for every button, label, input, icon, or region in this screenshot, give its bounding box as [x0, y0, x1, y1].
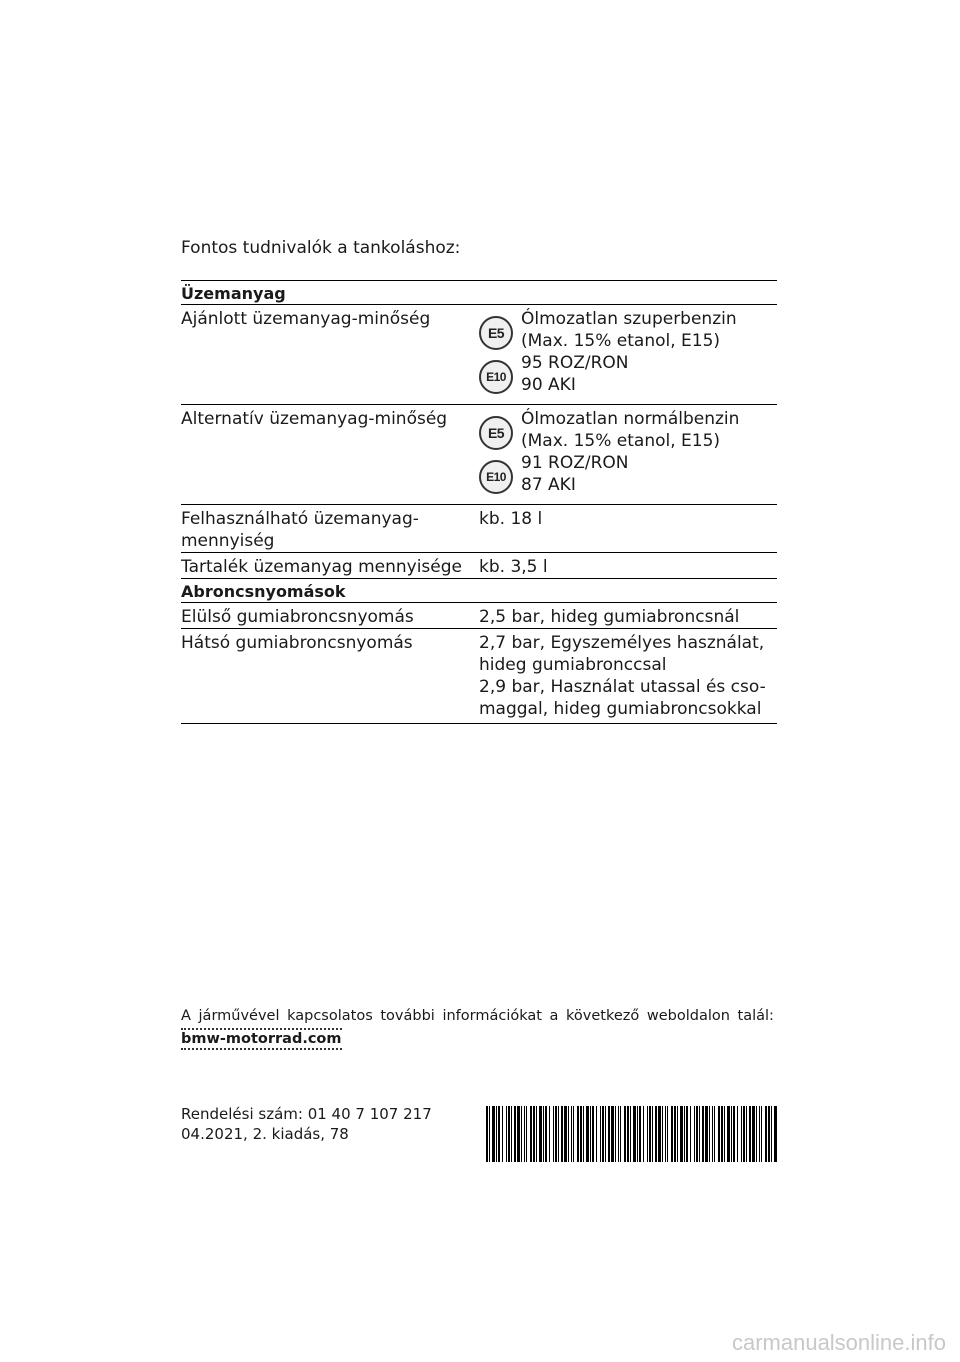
- reserve-fuel-row: [181, 552, 777, 578]
- website-link[interactable]: bmw-motorrad.com: [181, 1028, 342, 1050]
- rear-tyre-row: [181, 628, 777, 720]
- alternative-fuel-line: 91 ROZ/RON: [521, 453, 629, 473]
- rear-tyre-line: 2,7 bar, Egyszemélyes használat,: [479, 633, 765, 653]
- recommended-fuel-row: [181, 304, 777, 404]
- fuel-section-heading: Üzemanyag: [181, 280, 777, 304]
- alternative-fuel-line: Ólmozatlan normálbenzin: [521, 409, 740, 429]
- footer-note: A járművével kapcsolatos további információkat a következő weboldalon talál:: [181, 1008, 774, 1024]
- recommended-fuel-line: Ólmozatlan szuperbenzin: [521, 309, 737, 329]
- tyre-section-heading: Abroncsnyomások: [181, 578, 777, 602]
- order-info: [181, 1104, 432, 1144]
- reserve-fuel-value: kb. 3,5 l: [479, 557, 548, 577]
- alternative-fuel-line: 87 AKI: [521, 475, 576, 495]
- rear-tyre-line: 2,9 bar, Használat utassal és cso-: [479, 677, 766, 697]
- spec-table: [181, 280, 777, 724]
- front-tyre-row: [181, 602, 777, 628]
- rear-tyre-label: Hátsó gumiabroncsnyomás: [181, 633, 413, 653]
- e5-icon: E5: [479, 416, 513, 450]
- usable-fuel-label: mennyiség: [181, 531, 275, 551]
- e10-icon: E10: [479, 460, 513, 494]
- watermark: carmanualsonline.info: [731, 1330, 946, 1355]
- barcode: [486, 1106, 778, 1162]
- usable-fuel-label: Felhasználható üzemanyag-: [181, 509, 419, 529]
- usable-fuel-value: kb. 18 l: [479, 509, 543, 529]
- usable-fuel-row: [181, 504, 777, 552]
- front-tyre-value: 2,5 bar, hideg gumiabroncsnál: [479, 607, 740, 627]
- intro-text: Fontos tudnivalók a tankoláshoz:: [181, 238, 461, 258]
- reserve-fuel-label: Tartalék üzemanyag mennyisége: [181, 557, 462, 577]
- rear-tyre-line: maggal, hideg gumiabroncsokkal: [479, 699, 762, 719]
- recommended-fuel-line: (Max. 15% etanol, E15): [521, 331, 721, 351]
- alternative-fuel-row: [181, 404, 777, 504]
- recommended-fuel-line: 90 AKI: [521, 375, 576, 395]
- rear-tyre-line: hideg gumiabronccsal: [479, 655, 667, 675]
- alternative-fuel-line: (Max. 15% etanol, E15): [521, 431, 721, 451]
- recommended-fuel-line: 95 ROZ/RON: [521, 353, 629, 373]
- order-number: Rendelési szám: 01 40 7 107 217: [181, 1105, 432, 1123]
- recommended-fuel-label: Ajánlott üzemanyag-minőség: [181, 309, 431, 329]
- alternative-fuel-label: Alternatív üzemanyag-minőség: [181, 409, 448, 429]
- e10-icon: E10: [479, 360, 513, 394]
- front-tyre-label: Elülső gumiabroncsnyomás: [181, 607, 414, 627]
- e5-icon: E5: [479, 316, 513, 350]
- edition-info: 04.2021, 2. kiadás, 78: [181, 1125, 349, 1143]
- table-bottom-rule: [181, 723, 777, 724]
